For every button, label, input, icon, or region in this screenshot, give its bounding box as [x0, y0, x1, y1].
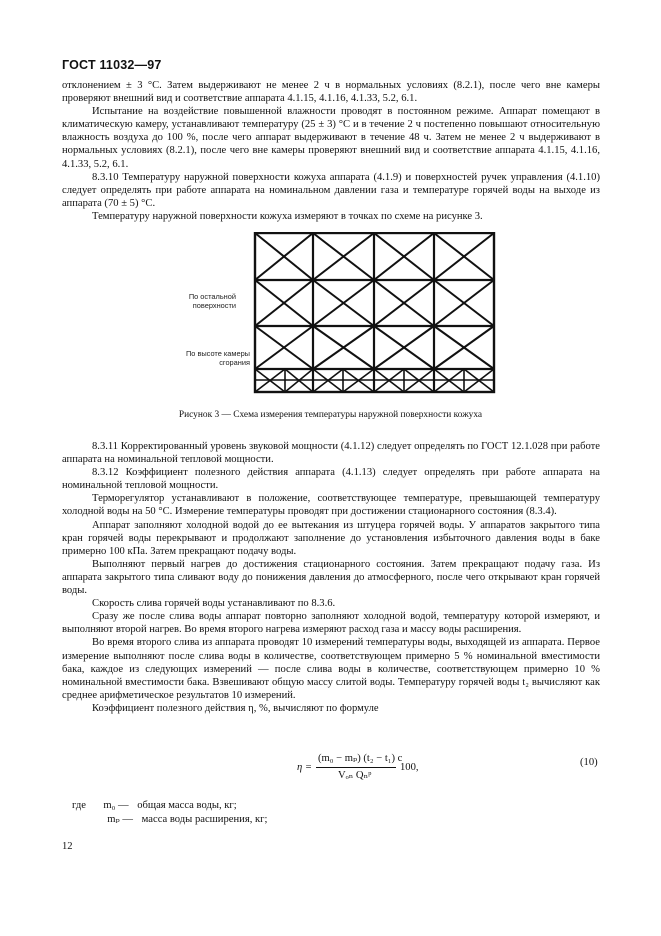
text-block-bottom	[62, 440, 600, 715]
variable-definition	[93, 813, 267, 827]
formula-lhs: η =	[297, 762, 313, 773]
paragraph: Испытание на воздействие повышенной влажности проводят в постоянном режиме. Аппарат помещают в климатическую камеру, устанавливают температуру (25 ± 3) °С и в течение 2 ч постепенно повышают относительную влажность воздуха до 100 %, после чего аппарат выдерживают в течение 48 ч. Затем не менее 2 ч выдерживают в нормальных условиях (8.2.1), после чего вне камеры проверяют внешний вид и соответствие аппарата 4.1.15, 4.1.16, 4.1.33, 5.2, 6.1.	[62, 106, 600, 170]
label-combustion-chamber-height: По высоте камеры сгорания	[185, 349, 250, 367]
paragraph: 8.3.10 Температуру наружной поверхности кожуха аппарата (4.1.9) и поверхностей ручек управления (4.1.10) следует определять при работе аппарата на номинальном давлении газа и температуре горячей воды на выходе из аппарата (70 ± 5) °С.	[62, 171, 600, 209]
where-prefix: где	[72, 800, 86, 811]
paragraph: Коэффициент полезного действия η, %, вычисляют по формуле	[92, 702, 379, 714]
figure-caption: Рисунок 3 — Схема измерения температуры наружной поверхности кожуха	[178, 410, 483, 420]
text-block-top	[62, 79, 600, 223]
paragraph: 8.3.12 Коэффициент полезного действия аппарата (4.1.13) следует определять при работе аппарата на номинальной тепловой мощности.	[62, 467, 600, 492]
page-number: 12	[62, 841, 73, 852]
variable-description: общая масса воды, кг;	[137, 800, 237, 811]
formula-denominator: Vₒₙ Qₙᵖ	[338, 770, 372, 781]
measurement-grid	[166, 232, 506, 396]
variable-definition	[72, 799, 237, 813]
fraction-bar	[316, 767, 396, 768]
label-other-surface: По остальной поверхности	[188, 292, 236, 310]
formula-numerator: (m₀ − mₚ) (t₂ − t₁) c	[318, 753, 403, 764]
paragraph: Температуру наружной поверхности кожуха измеряют в точках по схеме на рисунке 3.	[92, 210, 483, 222]
variable-description: масса воды расширения, кг;	[141, 814, 268, 825]
variable-symbol: mₚ —	[107, 814, 133, 825]
paragraph: Во время второго слива из аппарата проводят 10 измерений температуры воды, выходящей из аппарата. Первое измерение выполняют после слива воды в количестве, соответствующем примерно 5 % номинальной вместимости бака, каждое из следующих измерений — после слива воды в количестве, соответствующем примерно 10 % номинальной вместимости бака. Взвешивают общую массу слитой воды. Температуру горячей воды t₂ вычисляют как среднее арифметическое результатов 10 измерений.	[62, 637, 600, 701]
paragraph: Терморегулятор устанавливают в положение, соответствующее температуре, превышающей температуру холодной воды на 50 °С. Измерение температуры проводят при достижении стационарного состояния (8.3.4).	[62, 493, 600, 518]
paragraph: Выполняют первый нагрев до достижения стационарного состояния. Затем прекращают подачу газа. Из аппарата закрытого типа сливают воду до понижения давления до атмосферного, после чего открывают кран горячей воды.	[62, 558, 600, 597]
paragraph: Скорость слива горячей воды устанавливают по 8.3.6.	[92, 598, 336, 610]
paragraph: Сразу же после слива воды аппарат повторно заполняют холодной водой, температуру которой измеряют, и выполняют второй нагрев. Во время второго нагрева измеряют расход газа и массу воды расширения.	[62, 611, 600, 636]
equation-number: (10)	[580, 757, 598, 768]
standard-header: ГОСТ 11032—97	[62, 58, 162, 72]
paragraph: 8.3.11 Корректированный уровень звуковой мощности (4.1.12) следует определять по ГОСТ 12.1.028 при работе аппарата на номинальной тепловой мощности.	[62, 441, 600, 466]
paragraph: отклонением ± 3 °С. Затем выдерживают не менее 2 ч в нормальных условиях (8.2.1), после чего вне камеры проверяют внешний вид и соответствие аппарата 4.1.15, 4.1.16, 4.1.33, 5.2, 6.1.	[62, 80, 600, 105]
variable-symbol: m₀ —	[103, 800, 129, 811]
efficiency-formula	[0, 752, 661, 792]
figure-3-diagram	[166, 232, 506, 396]
paragraph: Аппарат заполняют холодной водой до ее вытекания из штуцера горячей воды. У аппаратов закрытого типа кран горячей воды перекрывают и продолжают заполнение до установления избыточного давления воды в баке примерно 100 кПа. Затем прекращают подачу воды.	[62, 519, 600, 557]
formula-factor: 100,	[400, 762, 419, 773]
